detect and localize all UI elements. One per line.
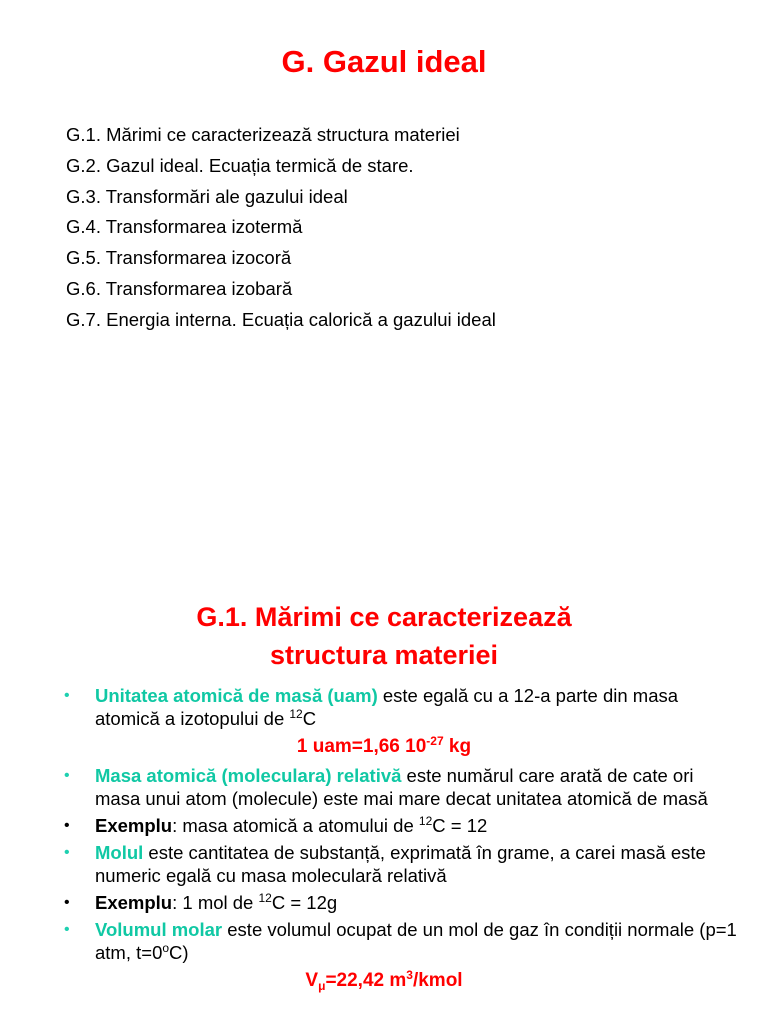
example-1-value: C = 12 [432,815,488,836]
slide-2-title-line-1: G.1. Mărimi ce caracterizează [196,602,572,632]
uam-definition: este egală cu a 12-a parte din masa atomică a izotopului de [95,685,679,729]
formula-vmu-exponent: 3 [406,968,413,982]
molar-volume-unit: C) [169,942,189,963]
bullet-molar-volume [0,918,768,964]
toc-item: G.5. Transformarea izocoră [66,247,292,269]
bullet-mole [0,841,768,887]
table-of-contents [66,120,496,336]
isotope-mass-number: 12 [289,707,303,721]
formula-uam-exponent: -27 [426,734,444,748]
toc-item: G.4. Transformarea izotermă [66,216,303,238]
term-molar-volume: Volumul molar [95,919,223,940]
relative-mass-definition: este numărul care arată de cate ori masa unui atom (molecule) este mai mare decat unitatea atomică de masă [95,765,708,809]
degree-symbol: o [162,941,170,955]
example-1-text: : masa atomică a atomului de [172,815,419,836]
bullet-example-2 [0,891,768,914]
bullet-relative-mass [0,764,768,810]
toc-item: G.6. Transformarea izobară [66,277,293,299]
slide-1-title: G. Gazul ideal [281,44,487,79]
term-example: Exemplu [95,892,173,913]
bullet-uam [0,684,768,730]
slide-2 [0,560,768,1024]
toc-item: G.2. Gazul ideal. Ecuația termică de stare. [66,154,414,176]
formula-uam-unit: kg [443,736,472,757]
isotope-symbol: C [302,708,317,729]
bullet-dot: • [64,844,70,861]
formula-uam [0,734,768,760]
example-2-text: : 1 mol de [172,892,259,913]
mole-definition: este cantitatea de substanță, exprimată în grame, a carei masă este numeric egală cu masa moleculară relativă [95,842,706,886]
formula-uam-value: 1 uam=1,66 10 [296,736,427,757]
formula-vmu-value: =22,42 m [325,970,407,991]
term-mole: Molul [95,842,144,863]
slide-2-title [0,598,768,674]
formula-vmu-unit: /kmol [412,970,463,991]
isotope-mass-number: 12 [418,814,433,828]
slide-2-content [0,684,768,998]
bullet-dot: • [64,767,70,784]
term-relative-mass: Masa atomică (moleculara) relativă [95,765,402,786]
term-example: Exemplu [95,815,173,836]
bullet-dot: • [64,921,70,938]
toc-item: G.1. Mărimi ce caracterizează structura materiei [66,124,460,145]
slide-2-title-line-2: structura materiei [269,640,499,670]
term-uam: Unitatea atomică de masă (uam) [95,685,378,706]
molar-volume-definition: este volumul ocupat de un mol de gaz în condiții normale (p=1 atm, t=0 [95,919,737,963]
formula-vmu-symbol: V [305,970,319,991]
bullet-dot: • [64,687,70,704]
bullet-dot: • [64,894,70,911]
isotope-mass-number: 12 [258,891,272,905]
formula-vmu-subscript: μ [318,979,326,993]
toc-item: G.3. Transformări ale gazului ideal [66,185,348,207]
formula-molar-volume [0,968,768,994]
bullet-example-1 [0,814,768,837]
bullet-dot: • [64,817,70,834]
toc-item: G.7. Energia interna. Ecuația calorică a gazului ideal [66,308,496,330]
example-2-value: C = 12g [271,892,338,913]
